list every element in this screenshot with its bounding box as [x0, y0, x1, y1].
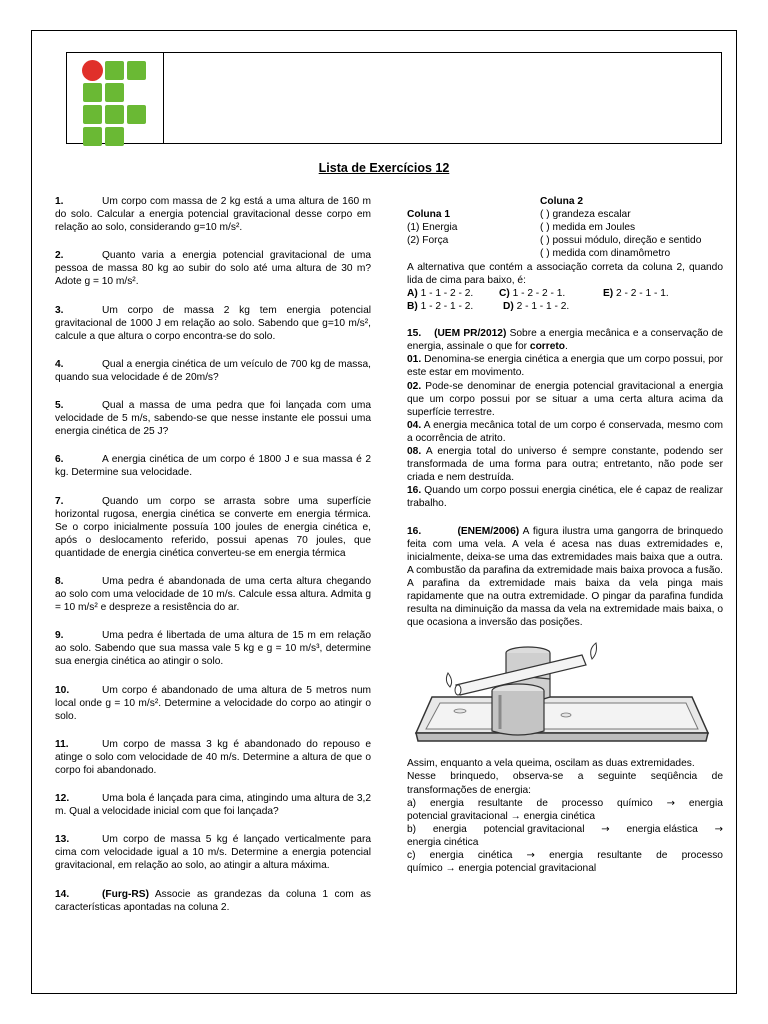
q16-option-a: a) energia resultante de processo químico → energia potencial gravitacional → energia cinética — [407, 797, 723, 822]
alternatives-row-2: B) 1 - 2 - 1 - 2. D) 2 - 1 - 1 - 2. — [407, 301, 570, 313]
header-divider — [163, 53, 164, 143]
q16-option-c: c) energia cinética → energia resultante de processo químico → energia potencial gravitacional — [407, 850, 723, 875]
logo-square — [83, 83, 102, 102]
question-12: 12. Uma bola é lançada para cima, atingindo uma altura de 3,2 m. Qual a velocidade inicial com que foi lançada? — [55, 793, 371, 818]
question-7: 7. Quando um corpo se arrasta sobre uma superfície horizontal rugosa, energia cinética se converte em energia térmica. Se o corpo inicialmente possuía 100 joules de energia cinética e, após o deslocamento referido, possui apenas 70 joules, que quantidade de energia cinética converteu-se em energia térmica — [55, 495, 371, 559]
question-2: 2. Quanto varia a energia potencial gravitacional de uma pessoa de massa 80 kg ao subir do solo até uma altura de 30 m? Adote g = 10 m/s². — [55, 250, 371, 288]
question-11: 11. Um corpo de massa 3 kg é abandonado do repouso e atinge o solo com velocidade de 40 m/s. Determine a altura de que o corpo foi abandonado. — [55, 738, 371, 776]
logo-red-circle — [82, 60, 103, 81]
q16-option-b: b) energia potencial gravitacional → energia elástica → energia cinética — [407, 823, 723, 848]
logo-square — [83, 105, 102, 124]
q15-item: 08. A energia total do universo é sempre constante, podendo ser transformada de uma forma para outra; entretanto, não pode ser criada e nem destruída. — [407, 446, 723, 484]
right-column — [407, 195, 723, 875]
q15-item: 02. Pode-se denominar de energia potencial gravitacional a energia que um corpo possui por se situar a uma certa altura acima da superfície terrestre. — [407, 380, 723, 418]
question-14: 14. (Furg-RS) Associe as grandezas da coluna 1 com as características apontadas na coluna 2. — [55, 888, 371, 913]
q15-item: 16. Quando um corpo possui energia cinética, ele é capaz de realizar trabalho. — [407, 485, 723, 510]
logo-square — [127, 105, 146, 124]
logo-square — [105, 127, 124, 146]
candle-seesaw-illustration — [410, 635, 714, 747]
q15-item: 01. Denomina-se energia cinética a energia que um corpo possui, por este estar em movimento. — [407, 354, 723, 379]
question-10: 10. Um corpo é abandonado de uma altura de 5 metros num local onde g = 10 m/s². Determine a velocidade do corpo ao atingir o solo. — [55, 684, 371, 722]
alternatives-row-1: A) 1 - 1 - 2 - 2. C) 1 - 2 - 2 - 1. E) 2 - 2 - 1 - 1. — [407, 288, 669, 300]
association-columns — [407, 195, 723, 261]
question-6: 6. A energia cinética de um corpo é 1800 J e sua massa é 2 kg. Determine sua velocidade. — [55, 454, 371, 479]
question-5: 5. Qual a massa de uma pedra que foi lançada com uma velocidade de 5 m/s, sabendo-se que nesse instante ele possui uma energia cinética de 25 J? — [55, 400, 371, 438]
question-13: 13. Um corpo de massa 5 kg é lançado verticalmente para cima com velocidade igual a 10 m/s. Determine a energia potencial gravitacional, em relação ao solo, ao atingir a altura máxima. — [55, 834, 371, 872]
question-16: 16. (ENEM/2006) A figura ilustra uma gangorra de brinquedo feita com uma vela. A vela é acesa nas duas extremidades e, inicialmente, deixa-se uma das extremidades mais baixa que a outra. A combustão da parafina da extremidade mais baixa provoca a fusão. A parafina da extremidade mais baixa da vela pinga mais rapidamente que na outra extremidade. O pingar da parafina fundida resulta na diminuição da massa da vela na extremidade mais baixa, o que ocasiona a inversão das posições. Assim, enquanto a vela queima, oscilam as duas extremidades. Nesse brinquedo, observa-se a seguinte seqüência de transformações de energia: a) energia resultante de processo químico → energia potencial gravitacional → energia cinética b) energia potencial gravitacional → energia elástica → energia cinética c) energia cinética → energia resultante de processo químico → energia potencial gravitacional — [407, 525, 723, 875]
logo-square — [105, 61, 124, 80]
left-column — [55, 195, 371, 929]
question-3: 3. Um corpo de massa 2 kg tem energia potencial gravitacional de 1000 J em relação ao solo. Sabendo que g=10 m/s², calcule a que altura o corpo encontra-se do solo. — [55, 304, 371, 342]
question-15: 15. (UEM PR/2012) Sobre a energia mecânica e a conservação de energia, assinale o que for correto. 01. Denomina-se energia cinética a energia que um corpo possui, por este estar em movimento. 02. Pode-se denominar de energia potencial gravitacional a energia que um corpo possui por se situar a uma certa altura acima da superfície terrestre. 04. A energia mecânica total de um corpo é conservada, mesmo com a ocorrência de atrito. 08. A energia total do universo é sempre constante, podendo ser transformada de uma forma para outra; entretanto, não pode ser criada e nem destruída. 16. Quando um corpo possui energia cinética, ele é capaz de realizar trabalho. — [407, 328, 723, 510]
page-title: Lista de Exercícios 12 — [318, 161, 450, 175]
logo-square — [127, 61, 146, 80]
question-4: 4. Qual a energia cinética de um veículo de 700 kg de massa, quando sua velocidade é de 20m/s? — [55, 358, 371, 383]
question-1: 1. Um corpo com massa de 2 kg está a uma altura de 160 m do solo. Calcular a energia potencial gravitacional desse corpo em relação ao solo, considerando g=10 m/s². — [55, 196, 371, 234]
logo-square — [105, 83, 124, 102]
header-box — [66, 52, 722, 144]
q14-alternatives: A alternativa que contém a associação correta da coluna 2, quando lida de cima para baixo, é: A) 1 - 1 - 2 - 2. C) 1 - 2 - 2 - 1. E) 2 - 2 - 1 - 1. B) 1 - 2 - 1 - 2. D) 2 - 1 - 1 - 2. — [407, 262, 723, 313]
column-2: Coluna 2 ( ) grandeza escalar ( ) medida em Joules ( ) possui módulo, direção e sentido ( ) medida com dinamômetro — [540, 196, 702, 260]
institution-logo — [82, 60, 148, 142]
question-9: 9. Uma pedra é libertada de uma altura de 15 m em relação ao solo. Sabendo que sua massa vale 5 kg e g = 10 m/s³, determine sua energia cinética ao atingir o solo. — [55, 630, 371, 668]
column-1: Coluna 1 (1) Energia (2) Força — [407, 209, 458, 247]
question-8: 8. Uma pedra é abandonada de uma certa altura chegando ao solo com uma velocidade de 10 m/s. Calcule essa altura. Admita g = 10 m/s² e despreze a resistência do ar. — [55, 575, 371, 614]
logo-square — [83, 127, 102, 146]
q15-item: 04. A energia mecânica total de um corpo é conservada, mesmo com a ocorrência de atrito. — [407, 419, 723, 444]
logo-square — [105, 105, 124, 124]
